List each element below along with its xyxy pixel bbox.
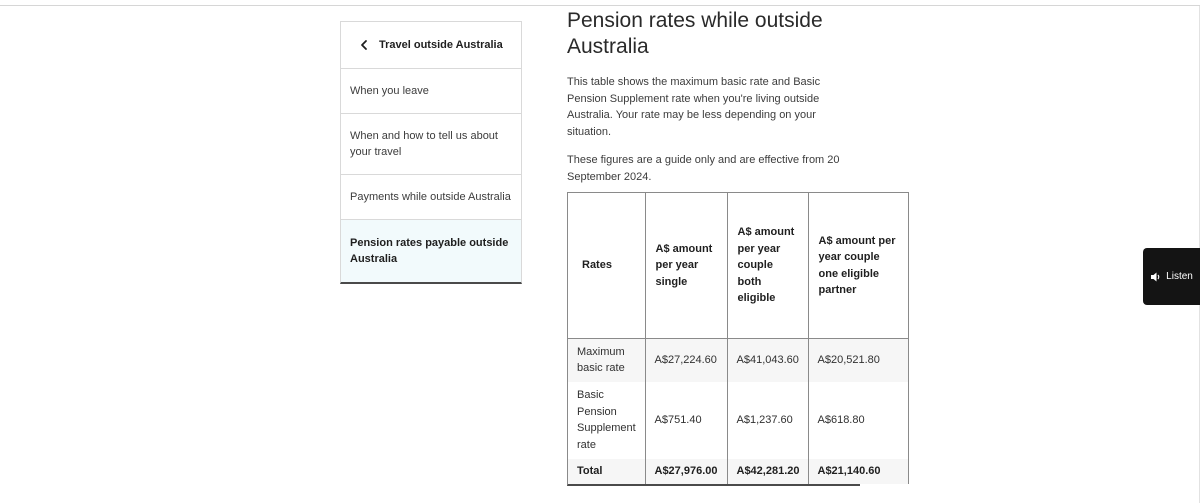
sidebar-item-when-you-leave[interactable]: When you leave (341, 69, 521, 114)
cell-couple-both: A$1,237.60 (727, 382, 808, 459)
listen-label: Listen (1166, 271, 1193, 282)
rates-table (568, 192, 909, 484)
rates-table-scroll-container[interactable] (567, 192, 896, 486)
header-couple-both: A$ amount per year couple both eligible (727, 193, 808, 339)
cell-rate-name: Total (568, 459, 645, 484)
table-row (568, 339, 908, 382)
main-content (567, 8, 862, 197)
header-couple-one: A$ amount per year couple one eligible partner (808, 193, 908, 339)
speaker-icon (1150, 271, 1162, 283)
chevron-left-icon (355, 36, 373, 54)
cell-couple-both: A$42,281.20 (727, 459, 808, 484)
intro-paragraph: This table shows the maximum basic rate and Basic Pension Supplement rate when you're living outside Australia. Your rate may be less depending on your situation. (567, 76, 821, 138)
section-sidebar (340, 21, 522, 284)
cell-single: A$27,976.00 (645, 459, 727, 484)
sidebar-item-payments-outside-australia[interactable]: Payments while outside Australia (341, 175, 521, 220)
cell-couple-one: A$21,140.60 (808, 459, 908, 484)
cell-couple-both: A$41,043.60 (727, 339, 808, 382)
header-rates: Rates (568, 193, 645, 339)
header-single: A$ amount per year single (645, 193, 727, 339)
sidebar-item-tell-us-about-travel[interactable]: When and how to tell us about your travel (341, 114, 521, 175)
cell-rate-name: Maximum basic rate (568, 339, 645, 382)
back-link-travel-outside-australia[interactable] (341, 22, 521, 69)
table-row-total (568, 459, 908, 484)
sidebar-item-pension-rates[interactable]: Pension rates payable outside Australia (341, 220, 521, 282)
table-header-row (568, 193, 908, 339)
listen-button[interactable] (1143, 248, 1200, 305)
page-title: Pension rates while outside Australia (567, 9, 823, 58)
back-link-label: Travel outside Australia (379, 39, 503, 51)
top-divider (0, 0, 1200, 6)
cell-couple-one: A$20,521.80 (808, 339, 908, 382)
cell-single: A$27,224.60 (645, 339, 727, 382)
table-row (568, 382, 908, 459)
cell-single: A$751.40 (645, 382, 727, 459)
guide-paragraph: These figures are a guide only and are effective from 20 September 2024. (567, 154, 840, 183)
cell-rate-name: Basic Pension Supplement rate (568, 382, 645, 459)
cell-couple-one: A$618.80 (808, 382, 908, 459)
